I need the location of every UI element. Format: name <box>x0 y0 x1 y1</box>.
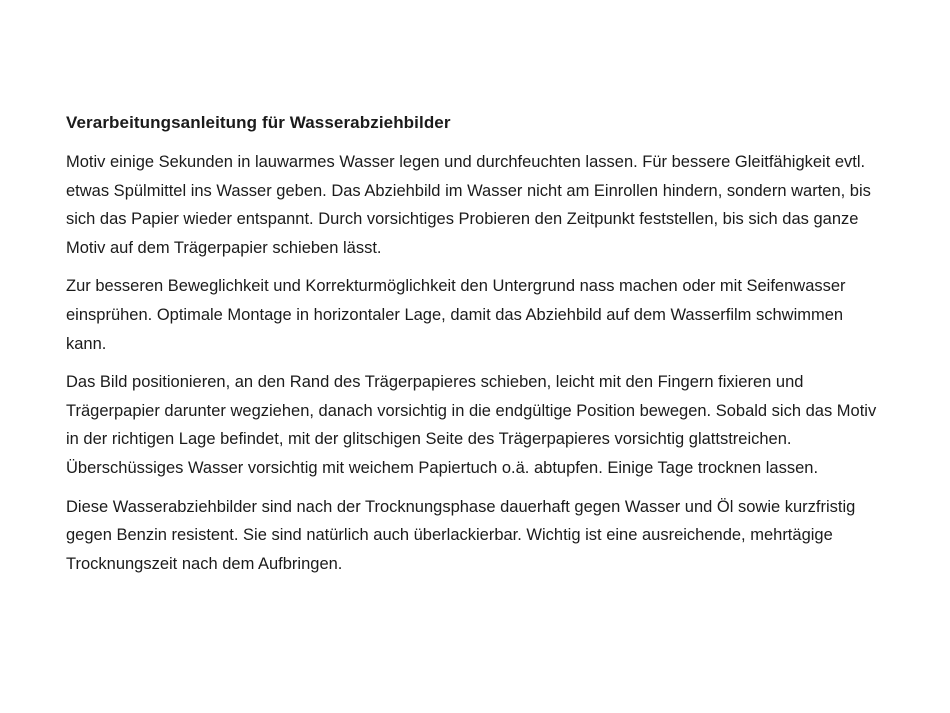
paragraph-positioning-instructions: Das Bild positionieren, an den Rand des Trägerpapieres schieben, leicht mit den Fingern fixieren und Trägerpapier darunter wegziehen, danach vorsichtig in die endgültige Position bewegen. Sobald sich das Motiv in der richtigen Lage befindet, mit der glitschigen Seite des Trägerpapieres vorsichtig glattstreichen. Überschüssiges Wasser vorsichtig mit weichem Papiertuch o.ä. abtupfen. Einige Tage trocknen lassen. <box>66 373 877 477</box>
document-title: Verarbeitungsanleitung für Wasserabziehbilder <box>66 113 451 132</box>
paragraph-surface-preparation: Zur besseren Beweglichkeit und Korrekturmöglichkeit den Untergrund nass machen oder mit Seifenwasser einsprühen. Optimale Montage in horizontaler Lage, damit das Abziehbild auf dem Wasserfilm schwimmen kann. <box>66 277 846 353</box>
document-body <box>66 112 886 588</box>
paragraph-drying-durability: Diese Wasserabziehbilder sind nach der Trocknungsphase dauerhaft gegen Wasser und Öl sowie kurzfristig gegen Benzin resistent. Sie sind natürlich auch überlackierbar. Wichtig ist eine ausreichende, mehrtägige Trocknungszeit nach dem Aufbringen. <box>66 497 856 573</box>
paragraph-soaking-instructions: Motiv einige Sekunden in lauwarmes Wasser legen und durchfeuchten lassen. Für bessere Gleitfähigkeit evtl. etwas Spülmittel ins Wasser geben. Das Abziehbild im Wasser nicht am Einrollen hindern, sondern warten, bis sich das Papier wieder entspannt. Durch vorsichtiges Probieren den Zeitpunkt feststellen, bis sich das ganze Motiv auf dem Trägerpapier schieben lässt. <box>66 153 871 257</box>
